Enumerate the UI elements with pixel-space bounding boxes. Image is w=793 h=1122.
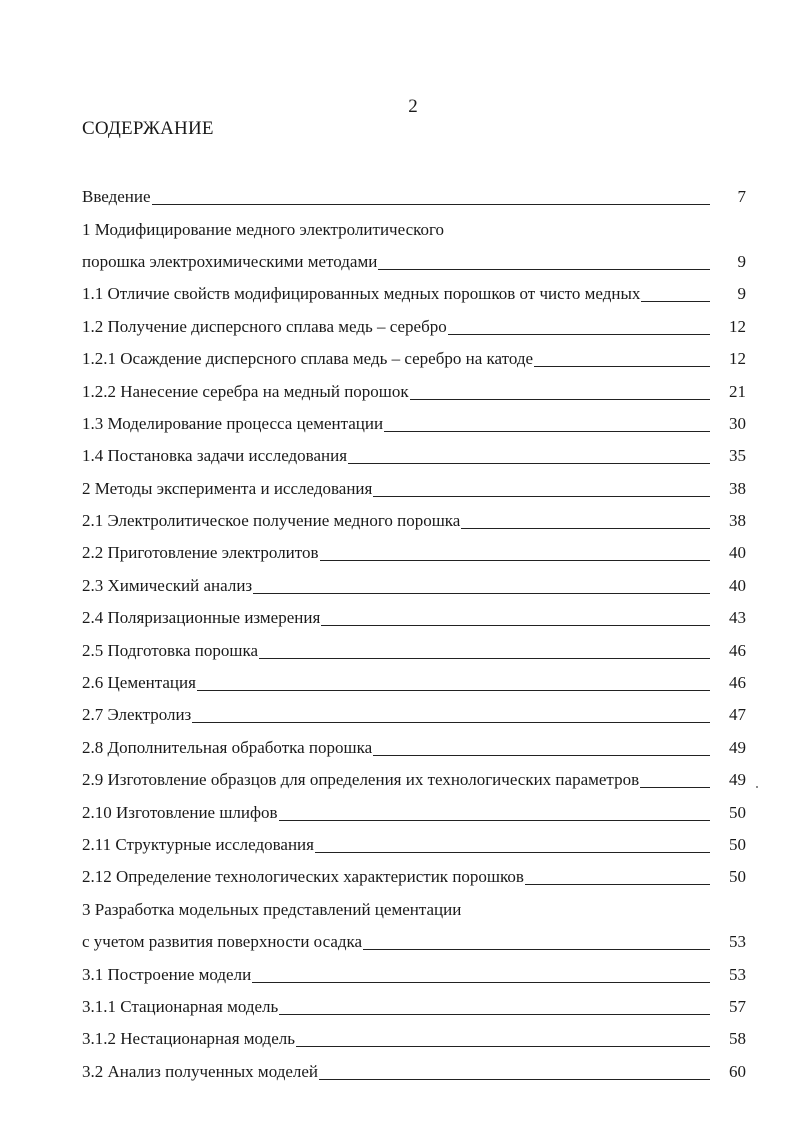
toc-entry [82,634,746,666]
toc-entry [82,894,746,926]
toc-entry-page: 53 [729,964,746,984]
toc-entry [82,505,746,537]
toc-leader-line [296,1045,710,1047]
toc-leader-line [252,981,710,983]
toc-entry-text: 2.4 Поляризационные измерения [82,608,321,628]
toc-entry-text: 3.1 Построение модели [82,964,252,984]
toc-entry [82,408,746,440]
toc-entry-page: 46 [729,640,746,660]
toc-leader-line [378,268,710,270]
toc-entry-page: 12 [729,349,746,369]
toc-leader-line [384,430,710,432]
toc-entry-page: 50 [729,867,746,887]
toc-leader-line [321,624,710,626]
toc-entry-page: 9 [737,251,746,271]
scan-speck [756,786,758,788]
toc-entry-page: 43 [729,608,746,628]
toc-leader-line [152,203,710,205]
toc-entry-page: 38 [729,478,746,498]
toc-entry-page: 40 [729,575,746,595]
toc-leader-line [279,819,710,821]
toc-entry-page: 40 [729,543,746,563]
toc-leader-line [319,1078,710,1080]
toc-leader-line [534,365,710,367]
toc-entry [82,861,746,893]
toc-entry-text: 3 Разработка модельных представлений цементации [82,899,462,919]
toc-entry-text: 1.1 Отличие свойств модифицированных медных порошков от чисто медных [82,284,641,304]
toc-entry-page: 60 [729,1061,746,1081]
toc-entry-page: 38 [729,511,746,531]
toc-entry-text: 2.7 Электролиз [82,705,192,725]
toc-entry [82,570,746,602]
toc-entry-page: 46 [729,673,746,693]
toc-entry-page: 21 [729,381,746,401]
toc-entry-text: 1 Модифицирование медного электролитического [82,219,445,239]
toc-leader-line [279,1013,710,1015]
toc-leader-line [448,333,710,335]
toc-entry [82,829,746,861]
toc-entry-text: 2.8 Дополнительная обработка порошка [82,737,373,757]
toc-entry-page: 58 [729,1029,746,1049]
toc-leader-line [363,948,710,950]
toc-entry [82,311,746,343]
toc-leader-line [373,754,710,756]
toc-entry-page: 53 [729,932,746,952]
toc-entry [82,213,746,245]
toc-entry-text: 1.2.1 Осаждение дисперсного сплава медь – серебро на катоде [82,349,534,369]
toc-entry [82,473,746,505]
toc-entry-text: 3.2 Анализ полученных моделей [82,1061,319,1081]
toc-entry [82,537,746,569]
toc-entry [82,699,746,731]
toc-entry [82,602,746,634]
toc-leader-line [197,689,710,691]
toc-entry [82,278,746,310]
toc-entry [82,1056,746,1088]
toc-leader-line [253,592,710,594]
toc-entry [82,246,746,278]
toc-entry-text: 3.1.1 Стационарная модель [82,996,279,1016]
toc-entry-text: 2.6 Цементация [82,673,196,693]
toc-entry-page: 9 [737,284,746,304]
toc-entry-text: 2 Методы эксперимента и исследования [82,478,373,498]
toc-entry-page: 49 [729,737,746,757]
page-number: 2 [408,96,418,117]
toc-leader-line [461,527,710,529]
toc-entry [82,732,746,764]
toc-entry [82,375,746,407]
toc-entry-text: с учетом развития поверхности осадка [82,932,363,952]
toc-entry-text: 1.4 Постановка задачи исследования [82,446,348,466]
toc-entry-page: 35 [729,446,746,466]
toc-leader-line [315,851,710,853]
toc-entry-page: 50 [729,802,746,822]
toc-entry-text: 1.3 Моделирование процесса цементации [82,413,384,433]
toc-entry-text: 2.10 Изготовление шлифов [82,802,278,822]
toc-entry-text: Введение [82,187,151,207]
toc-entry-page: 50 [729,835,746,854]
toc-entry [82,440,746,472]
toc-leader-line [640,786,710,788]
toc-leader-line [192,721,710,723]
toc-entry-text: порошка электрохимическими методами [82,251,378,271]
toc-entry [82,991,746,1023]
toc-entry [82,667,746,699]
toc-entry-text: 2.2 Приготовление электролитов [82,543,319,563]
toc-leader-line [525,883,710,885]
toc-leader-line [373,495,710,497]
toc-entry-text: 2.3 Химический анализ [82,575,253,595]
toc-entry [82,796,746,828]
toc-entry-page: 57 [729,996,746,1016]
table-of-contents [82,181,746,1088]
toc-leader-line [320,559,710,561]
page-title: СОДЕРЖАНИЕ [82,118,214,139]
toc-entry-page: 49 [729,770,746,790]
toc-entry [82,926,746,958]
toc-entry [82,764,746,796]
toc-entry-text: 2.11 Структурные исследования [82,835,314,854]
toc-entry [82,1023,746,1055]
toc-entry-page: 47 [729,705,746,725]
toc-leader-line [348,462,710,464]
toc-entry-text: 2.5 Подготовка порошка [82,640,259,660]
toc-entry-page: 12 [729,316,746,336]
toc-entry-text: 2.9 Изготовление образцов для определения их технологических параметров [82,770,640,790]
toc-entry-text: 3.1.2 Нестационарная модель [82,1029,295,1049]
toc-entry-text: 1.2 Получение дисперсного сплава медь – серебро [82,316,447,336]
toc-leader-line [259,657,710,659]
toc-entry-page: 30 [729,413,746,433]
toc-entry-text: 2.12 Определение технологических характеристик порошков [82,867,524,887]
toc-entry-text: 2.1 Электролитическое получение медного порошка [82,511,461,531]
toc-leader-line [641,300,710,302]
toc-entry [82,181,746,213]
toc-entry [82,343,746,375]
toc-leader-line [410,398,710,400]
toc-entry [82,958,746,990]
toc-entry-text: 1.2.2 Нанесение серебра на медный порошок [82,381,409,401]
toc-entry-page: 7 [737,187,746,207]
